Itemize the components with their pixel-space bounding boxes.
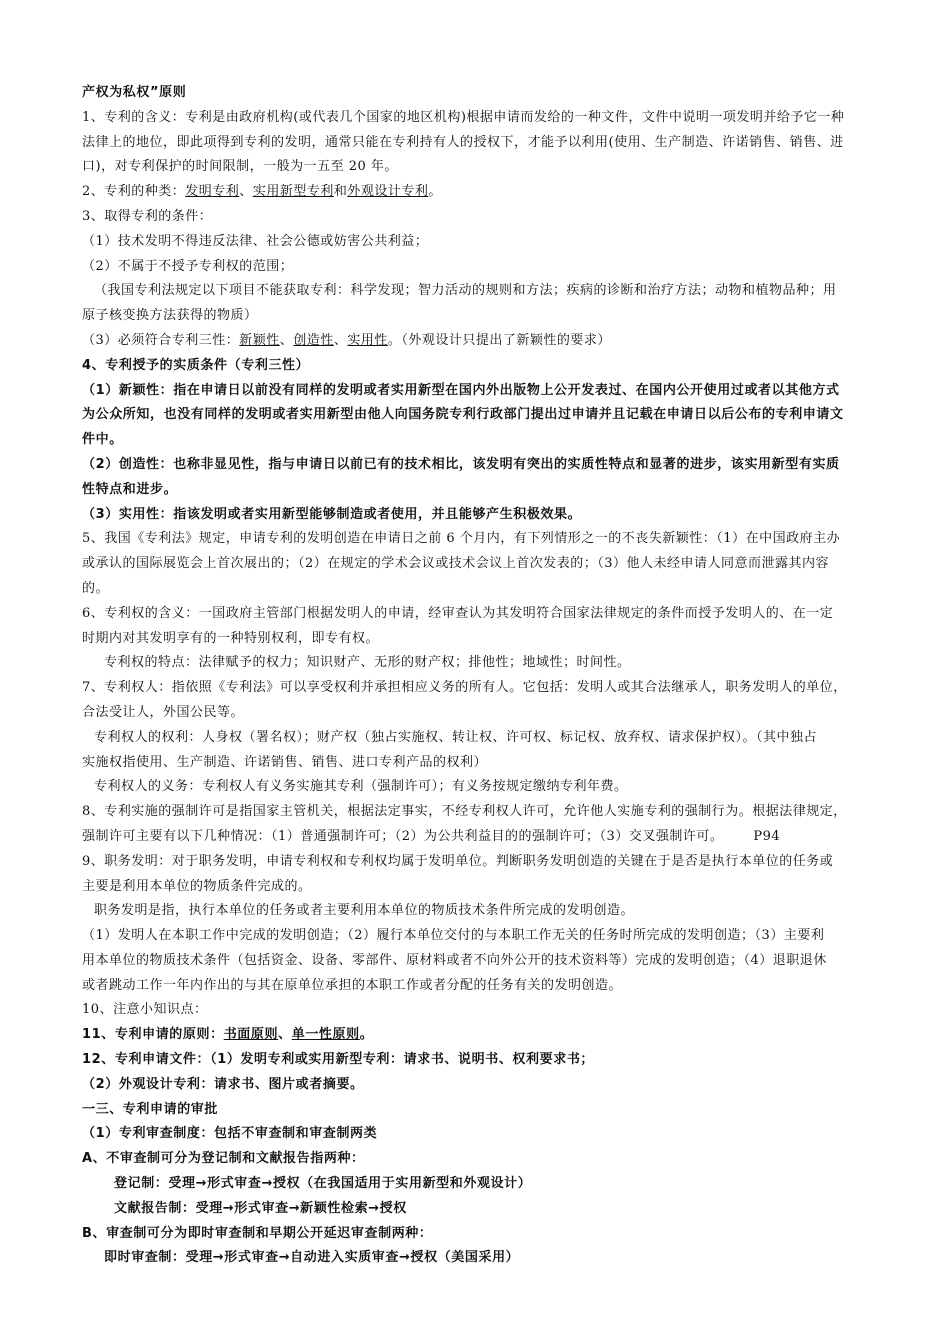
bold-text: 文献报告制：受理→形式审查→新颖性检索→授权 [114, 1200, 407, 1216]
paragraph-text: 用本单位的物质技术条件（包括资金、设备、零部件、原材料或者不向外公开的技术资料等）完成的发明创造；（4）退职退休 [82, 952, 827, 968]
text-line [82, 453, 892, 478]
paragraph-text: 2、专利的种类： [82, 184, 186, 200]
bold-text: 登记制：受理→形式审查→授权（在我国适用于实用新型和外观设计） [114, 1176, 532, 1192]
text-line [82, 527, 892, 552]
paragraph-text: 专利权的特点：法律赋予的权力；知识财产、无形的财产权；排他性；地域性；时间性。 [104, 655, 631, 671]
paragraph-text: 强制许可主要有以下几种情况：（1）普通强制许可；（2）为公共利益目的的强制许可；（3）交叉强制许可。 [82, 828, 724, 844]
bold-text: 性特点和进步。 [82, 481, 178, 497]
text-line [82, 800, 892, 825]
bold-text: （2）外观设计专利：请求书、图片或者摘要。 [82, 1076, 364, 1092]
text-line [82, 1246, 892, 1271]
bold-text: 11、专利申请的原则： [82, 1027, 224, 1043]
bold-text: 即时审查制：受理→形式审查→自动进入实质审查→授权（美国采用） [104, 1250, 520, 1266]
paragraph-text: 专利权人的义务：专利权人有义务实施其专利（强制许可）；有义务按规定缴纳专利年费。 [94, 779, 628, 795]
paragraph-text: （2）不属于不授予专利权的范围； [82, 258, 294, 274]
paragraph-text: 7、专利权人：指依照《专利法》可以享受权利并承担相应义务的所有人。它包括：发明人或其合法继承人，职务发明人的单位， [82, 680, 847, 696]
paragraph-text: 合法受让人，外国公民等。 [82, 704, 245, 720]
text-line [82, 1048, 892, 1073]
text-line [82, 974, 892, 999]
paragraph-text: 6、专利权的含义：一国政府主管部门根据发明人的申请，经审查认为其发明符合国家法律规定的条件而授予发明人的、在一定 [82, 605, 834, 621]
text-line [82, 379, 892, 404]
paragraph-text: 3、取得专利的条件： [82, 208, 213, 224]
text-line [82, 701, 892, 726]
text-line [82, 329, 892, 354]
text-line [82, 304, 892, 329]
paragraph-text: 法律上的地位，即此项得到专利的发明，通常只能在专利持有人的授权下，才能予以利用(使用、生产制造、许诺销售、销售、进 [82, 134, 844, 150]
paragraph-text: 或承认的国际展览会上首次展出的；（2）在规定的学术会议或技术会议上首次发表的；（3）他人未经申请人同意而泄露其内容 [82, 556, 830, 572]
text-line [82, 1147, 892, 1172]
text-line [82, 1122, 892, 1147]
text-line [82, 924, 892, 949]
bold-text: 为公众所知，也没有同样的发明或者实用新型由他人向国务院专利行政部门提出过申请并且记载在申请日以后公布的专利申请文 [82, 407, 844, 423]
text-line [82, 751, 892, 776]
text-line [82, 205, 892, 230]
paragraph-text: 5、我国《专利法》规定，申请专利的发明创造在申请日之前 6 个月内，有下列情形之一的不丧失新颖性：（1）在中国政府主办 [82, 531, 841, 547]
text-line [82, 428, 892, 453]
paragraph-text: 。（外观设计只提出了新颖性的要求） [387, 332, 611, 348]
text-line [82, 552, 892, 577]
page-reference: P94 [753, 828, 781, 844]
bold-text: （1）专利审查制度：包括不审查制和审查制两类 [82, 1126, 378, 1142]
paragraph-text: （1）技术发明不得违反法律、社会公德或妨害公共利益； [82, 233, 429, 249]
text-line [82, 602, 892, 627]
text-line [82, 1073, 892, 1098]
separator: 、 [278, 1027, 292, 1043]
text-line [82, 1098, 892, 1123]
paragraph-text: （3）必须符合专利三性： [82, 332, 240, 348]
text-line [82, 255, 892, 280]
paragraph-text: 主要是利用本单位的物质条件完成的。 [82, 878, 312, 894]
text-line [82, 131, 892, 156]
separator: 和 [333, 184, 348, 200]
bold-text: 件中。 [82, 432, 123, 448]
text-line [82, 899, 892, 924]
text-line [82, 1222, 892, 1247]
document-body [82, 81, 892, 1271]
paragraph-text: （1）发明人在本职工作中完成的发明创造；（2）履行本单位交付的与本职工作无关的任务时所完成的发明创造；（3）主要利 [82, 928, 825, 944]
paragraph-text: （我国专利法规定以下项目不能获取专利：科学发现；智力活动的规则和方法；疾病的诊断和治疗方法；动物和植物品种；用 [94, 283, 837, 299]
paragraph-text: 实施权指使用、生产制造、许诺销售、销售、进口专利产品的权利） [82, 754, 488, 770]
underlined-term: 实用性 [347, 332, 388, 348]
text-line [82, 106, 892, 131]
text-line [82, 627, 892, 652]
bold-text: （2）创造性：也称非显见性，指与申请日以前已有的技术相比，该发明有突出的实质性特点和显著的进步，该实用新型有实质 [82, 456, 840, 472]
bold-text: 12、专利申请文件：（1）发明专利或实用新型专利：请求书、说明书、权利要求书； [82, 1052, 595, 1068]
paragraph-text: 9、职务发明：对于职务发明，申请专利权和专利权均属于发明单位。判断职务发明创造的关键在于是否是执行本单位的任务或 [82, 853, 834, 869]
underlined-term: 外观设计专利 [347, 184, 429, 200]
paragraph-text: 的。 [82, 580, 110, 596]
paragraph-text: 时期内对其发明享有的一种特别权利，即专有权。 [82, 630, 380, 646]
bold-text: （3）实用性：指该发明或者实用新型能够制造或者使用，并且能够产生积极效果。 [82, 506, 582, 522]
underlined-term: 新颖性 [239, 332, 280, 348]
paragraph-text: 专利权人的权利：人身权（署名权）；财产权（独占实施权、转让权、许可权、标记权、放弃权、请求保护权）。（其中独占 [94, 729, 818, 745]
paragraph-text: 或者跳动工作一年内作出的与其在原单位承担的本职工作或者分配的任务有关的发明创造。 [82, 977, 623, 993]
text-line [82, 949, 892, 974]
text-line [82, 503, 892, 528]
paragraph-text: 原子核变换方法获得的物质） [82, 308, 258, 324]
text-line [82, 875, 892, 900]
text-line [82, 81, 892, 106]
bold-text: B、审查制可分为即时审查制和早期公开延迟审查制两种： [82, 1225, 433, 1241]
text-line [82, 180, 892, 205]
text-line [82, 1172, 892, 1197]
underlined-term: 书面原则 [223, 1027, 279, 1043]
separator: 、 [239, 184, 253, 200]
paragraph-text: 8、专利实施的强制许可是指国家主管机关，根据法定事实，不经专利权人许可，允许他人实施专利的强制行为。根据法律规定， [82, 804, 847, 820]
text-line [82, 775, 892, 800]
text-line [82, 1023, 892, 1048]
text-line [82, 850, 892, 875]
paragraph-text: 10、注意小知识点： [82, 1002, 208, 1018]
text-line [82, 1197, 892, 1222]
underlined-term: 发明专利 [185, 184, 240, 200]
paragraph-text: 1、专利的含义：专利是由政府机构(或代表几个国家的地区机构)根据申请而发给的一种文件，文件中说明一项发明并给予它一种 [82, 109, 845, 125]
text-line [82, 726, 892, 751]
paragraph-text: 职务发明是指，执行本单位的任务或者主要利用本单位的物质技术条件所完成的发明创造。 [94, 903, 635, 919]
separator: 、 [333, 332, 348, 348]
text-line [82, 825, 892, 850]
text-line [82, 354, 892, 379]
text-line [82, 230, 892, 255]
heading-fragment: 产权为私权”原则 [82, 85, 187, 100]
text-line [82, 651, 892, 676]
separator: 。 [359, 1027, 374, 1043]
text-line [82, 577, 892, 602]
separator: 。 [428, 184, 442, 200]
section-heading: 一三、专利申请的审批 [82, 1101, 219, 1117]
separator: 、 [279, 332, 294, 348]
underlined-term: 创造性 [293, 332, 334, 348]
text-line [82, 403, 892, 428]
text-line [82, 998, 892, 1023]
paragraph-text: 口)，对专利保护的时间限制，一般为一五至 20 年。 [82, 159, 398, 175]
section-heading: 4、专利授予的实质条件（专利三性） [82, 357, 310, 373]
text-line [82, 676, 892, 701]
bold-text: （1）新颖性：指在申请日以前没有同样的发明或者实用新型在国内外出版物上公开发表过、在国内公开使用过或者以其他方式 [82, 382, 840, 398]
text-line [82, 279, 892, 304]
text-line [82, 155, 892, 180]
bold-text: A、不审查制可分为登记制和文献报告指两种： [82, 1151, 365, 1167]
text-line [82, 478, 892, 503]
underlined-term: 单一性原则 [291, 1027, 360, 1043]
underlined-term: 实用新型专利 [252, 184, 334, 200]
